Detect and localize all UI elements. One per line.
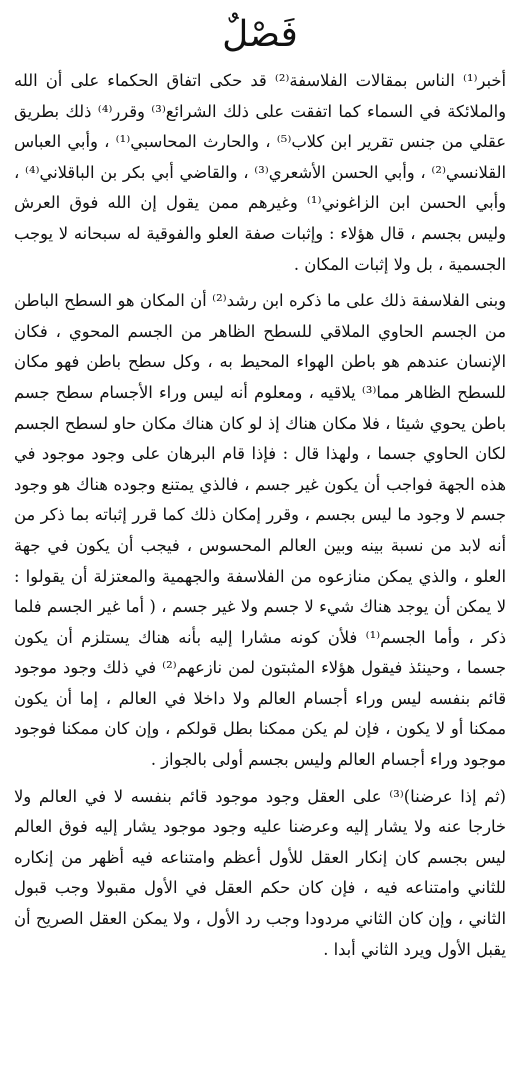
paragraph-2: وبنى الفلاسفة ذلك على ما ذكره ابن رشد⁽²⁾ أن المكان هو السطح الباطن من الجسم الحاوي الملاقي للسطح الظاهر من الجسم المحوي ، فكان الإنسان عندهم هو باطن الهواء المحيط به ، وكل سطح باطن فهو مكان للسطح الظاهر مما⁽³⁾ يلاقيه ، ومعلوم أنه ليس وراء الأجسام سطح جسم باطن يحوي شيئا ، فلا مكان هناك إذ لو كان هناك مكان حاو لسطح الجسم لكان الحاوي جسما ، ولهذا قال : فإذا قام البرهان على وجود موجود في هذه الجهة فواجب أن يكون غير جسم ، فالذي يمتنع وجوده هناك هو وجود جسم لا وجود ما ليس بجسم ، وقرر إمكان ذلك كما قرر إثباته بما ذكر من أنه لابد من نسبة بينه وبين العالم المحسوس ، فيجب أن يكون في جهة العلو ، والذي يمكن منازعوه من الفلاسفة والجهمية والمعتزلة أن يقولوا : لا يمكن أن يوجد هناك شيء لا جسم ولا غير جسم ، ( أما غير الجسم فلما ذكر ، وأما الجسم⁽¹⁾ فلأن كونه مشارا إليه بأنه هناك يستلزم أن يكون جسما ، وحينئذ فيقول هؤلاء المثبتون لمن نازعهم⁽²⁾ في ذلك وجود موجود قائم بنفسه ليس وراء أجسام العالم ولا داخلا في العالم ، إما أن يكون ممكنا أو لا يكون ، فإن لم يكن ممكنا بطل قولكم ، وإن كان ممكنا فوجود موجود وراء أجسام العالم وليس بجسم أولى بالجواز . bbox=[14, 291, 506, 770]
paragraph-3: (ثم إذا عرضنا)⁽³⁾ على العقل وجود موجود قائم بنفسه لا في العالم ولا خارجا عنه ولا يشار إليه وعرضنا عليه وجود موجود يشار إليه فوق العالم ليس بجسم كان إنكار العقل للأول أعظم وامتناعه فيه أظهر من إنكاره للثاني وامتناعه فيه ، فإن كان حكم العقل في الأول مقبولا وجب قبول الثاني ، وإن كان الثاني مردودا وجب رد الأول ، ولا يمكن العقل الصريح أن يقبل الأول ويرد الثاني أبدا . bbox=[14, 786, 506, 959]
section-heading: فَصْلٌ bbox=[222, 14, 298, 55]
paragraph-1: أخبر⁽¹⁾ الناس بمقالات الفلاسفة⁽²⁾ قد حكى اتفاق الحكماء على أن الله والملائكة في السماء كما اتفقت على ذلك الشرائع⁽³⁾ وقرر⁽⁴⁾ ذلك بطريق عقلي من جنس تقرير ابن كلاب⁽⁵⁾ ، والحارث المحاسبي⁽¹⁾ ، وأبي العباس القلانسي⁽²⁾ ، وأبي الحسن الأشعري⁽³⁾ ، والقاضي أبي بكر بن الباقلاني⁽⁴⁾ ، وأبي الحسن ابن الزاغوني⁽¹⁾ وغيرهم ممن يقول إن الله فوق العرش وليس بجسم ، قال هؤلاء : وإثبات صفة العلو والفوقية له سبحانه لا يوجب الجسمية ، بل ولا إثبات المكان . bbox=[14, 71, 506, 274]
